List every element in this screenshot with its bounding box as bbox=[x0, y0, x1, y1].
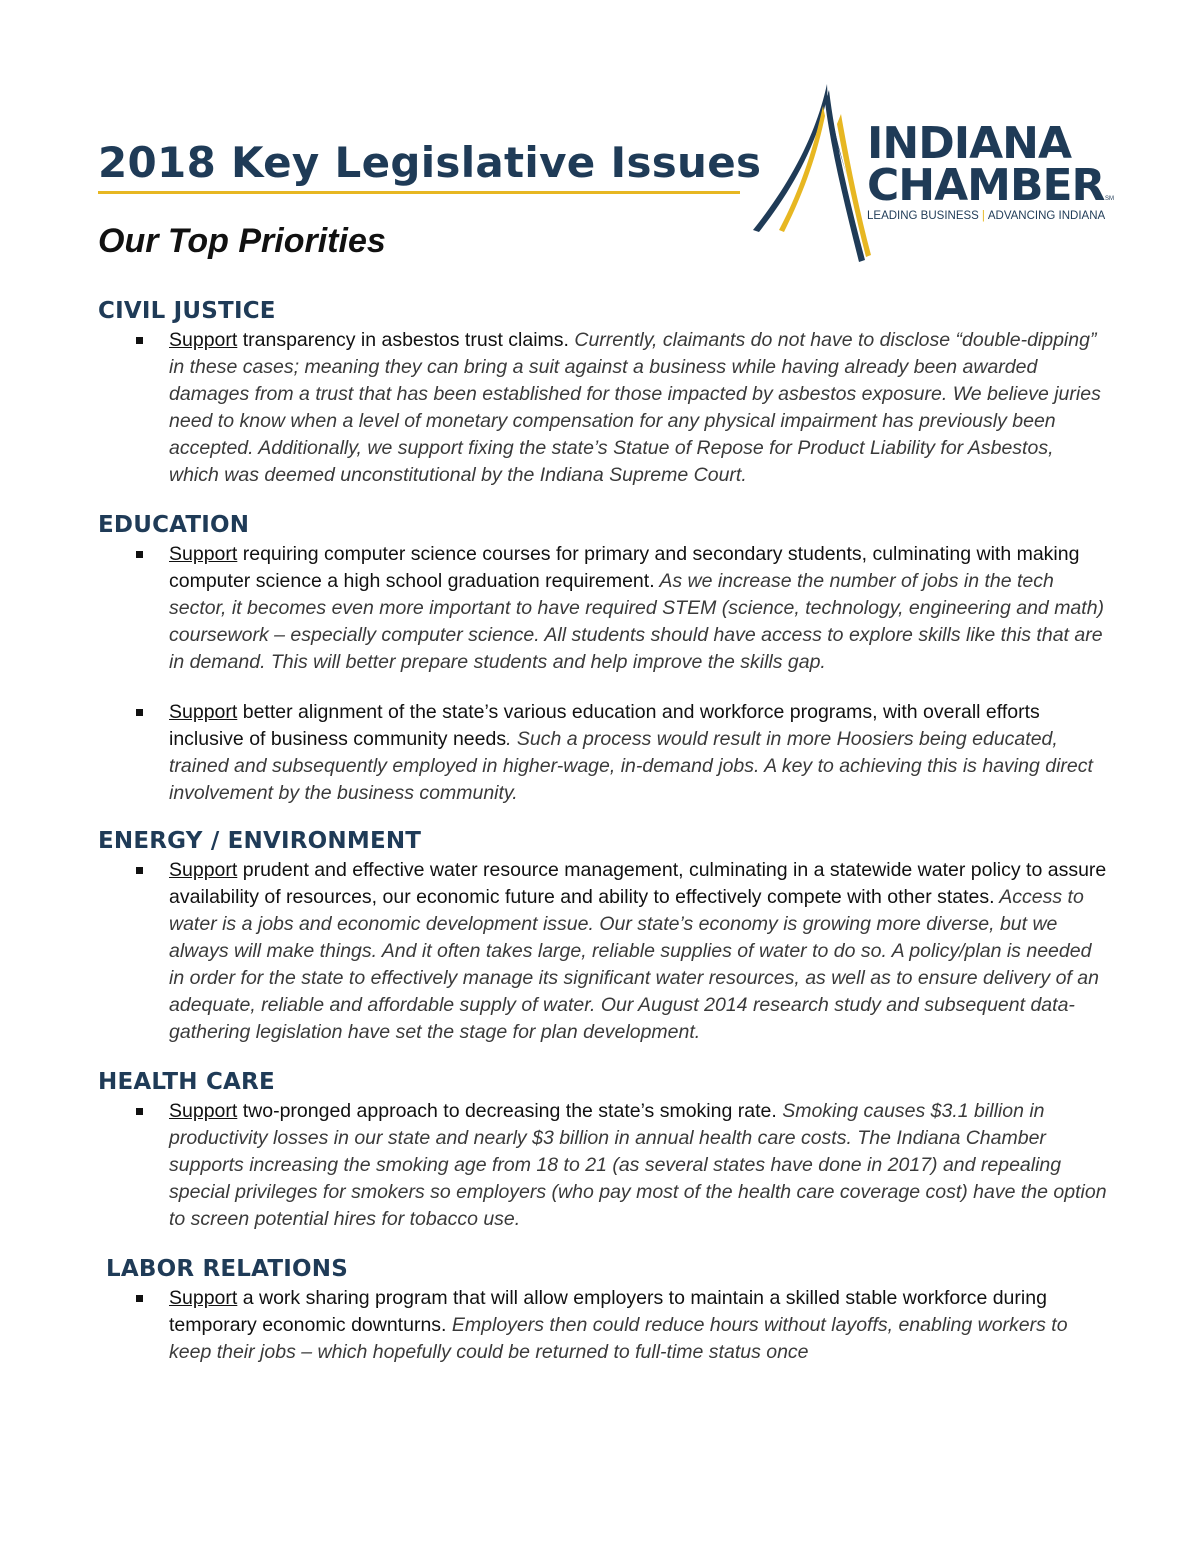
indiana-chamber-logo bbox=[745, 80, 1135, 270]
item-lead: requiring computer science courses for primary and secondary students, culminating with making computer science a high school graduation requirement. bbox=[169, 543, 1080, 592]
logo-word-chamber: CHAMBER bbox=[867, 160, 1105, 211]
bullet-icon bbox=[136, 1108, 143, 1115]
bullet-icon bbox=[136, 867, 143, 874]
item-detail: Access to water is a jobs and economic development issue. Our state’s economy is growing more diverse, but we always will make things. And it often takes large, reliable supplies of water to do so. A policy/plan is needed in order for the state to effectively manage its significant water resources, as well as to ensure delivery of an adequate, reliable and affordable supply of water. Our August 2014 research study and subsequent data-gathering legislation have set the stage for plan development. bbox=[169, 886, 1099, 1043]
support-label: Support bbox=[169, 1100, 238, 1122]
section-education bbox=[98, 509, 1108, 807]
support-label: Support bbox=[169, 701, 238, 723]
item-detail: . Such a process would result in more Hoosiers being educated, trained and subsequently employed in higher-wage, in-demand jobs. A key to achieving this is having direct involvement by the business community. bbox=[169, 728, 1093, 804]
logo-tagline-right: ADVANCING INDIANA bbox=[987, 210, 1106, 222]
section-heading: CIVIL JUSTICE bbox=[98, 298, 276, 324]
bullet-icon bbox=[136, 709, 143, 716]
priority-item bbox=[98, 541, 1108, 676]
logo-mark-icon bbox=[745, 80, 875, 270]
bullet-icon bbox=[136, 337, 143, 344]
priorities-content bbox=[98, 295, 1108, 1366]
logo-tagline bbox=[867, 210, 1105, 222]
support-label: Support bbox=[169, 543, 238, 565]
section-heading: ENERGY / ENVIRONMENT bbox=[98, 828, 422, 854]
page-subtitle: Our Top Priorities bbox=[98, 222, 386, 260]
support-label: Support bbox=[169, 329, 238, 351]
support-label: Support bbox=[169, 859, 238, 881]
logo-tagline-separator: | bbox=[981, 210, 985, 222]
item-lead: two-pronged approach to decreasing the state’s smoking rate. bbox=[237, 1100, 777, 1122]
section-energy-environment bbox=[98, 825, 1108, 1046]
logo-tagline-left: LEADING BUSINESS bbox=[867, 210, 979, 222]
item-detail: Currently, claimants do not have to disclose “double-dipping” in these cases; meaning they can bring a suit against a business while having already been awarded damages from a trust that has been established for those impacted by asbestos exposure. We believe juries need to know when a level of monetary compensation for any physical impairment has previously been accepted. Additionally, we support fixing the state’s Statue of Repose for Product Liability for Asbestos, which was deemed unconstitutional by the Indiana Supreme Court. bbox=[169, 329, 1101, 486]
section-heading: EDUCATION bbox=[98, 512, 250, 538]
item-detail: Employers then could reduce hours without layoffs, enabling workers to keep their jobs – which hopefully could be returned to full-time status once bbox=[169, 1314, 1068, 1363]
item-detail: As we increase the number of jobs in the tech sector, it becomes even more important to have required STEM (science, technology, engineering and math) coursework – especially computer science. All students should have access to explore skills like this that are in demand. This will better prepare students and help improve the skills gap. bbox=[169, 570, 1105, 673]
priority-item bbox=[98, 699, 1108, 807]
item-lead: prudent and effective water resource management, culminating in a statewide water policy to assure availability of resources, our economic future and ability to effectively compete with other states. bbox=[169, 859, 1107, 908]
page-title: 2018 Key Legislative Issues bbox=[98, 138, 762, 187]
section-heading: HEALTH CARE bbox=[98, 1069, 275, 1095]
priority-item bbox=[98, 1285, 1108, 1366]
item-lead: transparency in asbestos trust claims. bbox=[237, 329, 569, 351]
title-underline bbox=[98, 191, 740, 194]
item-lead: better alignment of the state’s various education and workforce programs, with overall efforts inclusive of business community needs bbox=[169, 701, 1040, 750]
bullet-icon bbox=[136, 1295, 143, 1302]
priority-item bbox=[98, 1098, 1108, 1233]
item-lead: a work sharing program that will allow employers to maintain a skilled stable workforce during temporary economic downturns. bbox=[169, 1287, 1047, 1336]
support-label: Support bbox=[169, 1287, 238, 1309]
item-detail: Smoking causes $3.1 billion in productivity losses in our state and nearly $3 billion in annual health care costs. The Indiana Chamber supports increasing the smoking age from 18 to 21 (as several states have done in 2017) and repealing special privileges for smokers so employers (who pay most of the health care coverage cost) have the option to screen potential hires for tobacco use. bbox=[169, 1100, 1107, 1230]
section-health-care bbox=[98, 1066, 1108, 1233]
logo-word-indiana: INDIANA bbox=[867, 118, 1072, 169]
section-labor-relations bbox=[98, 1253, 1108, 1366]
priority-item bbox=[98, 327, 1108, 489]
logo-service-mark: SM bbox=[1105, 196, 1114, 202]
section-civil-justice bbox=[98, 295, 1108, 489]
priority-item bbox=[98, 857, 1108, 1046]
bullet-icon bbox=[136, 551, 143, 558]
section-heading: LABOR RELATIONS bbox=[106, 1256, 348, 1282]
